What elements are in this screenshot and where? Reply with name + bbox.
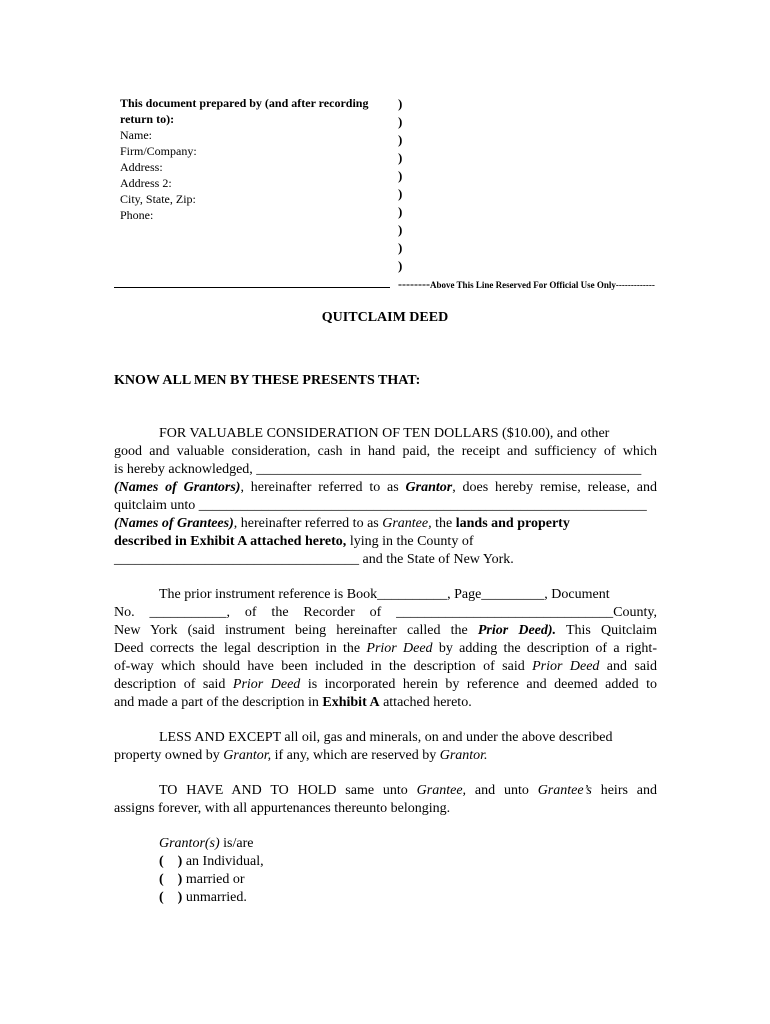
paren: ) [398, 168, 403, 183]
paren: ) [398, 240, 403, 255]
paren: ) [398, 96, 403, 111]
text-run: , hereinafter referred to as [240, 480, 406, 495]
consideration-line: is hereby acknowledged, _______________________________________________________ [114, 462, 642, 477]
checkbox-close-paren: ) [177, 872, 183, 887]
consideration-line [114, 533, 657, 551]
text-run: is/are [219, 836, 254, 851]
grantor-status-label [159, 835, 264, 853]
text-run: , hereinafter referred to as [233, 516, 383, 531]
official-use-text: Above This Line Reserved For Official Use Only [429, 280, 616, 290]
grantee-term: Grantee, [416, 783, 467, 798]
text-run: heirs and [591, 783, 657, 798]
consideration-line: ___________________________________ and the State of New York. [114, 552, 514, 567]
less-and-except-paragraph [114, 729, 657, 765]
prior-line [114, 694, 657, 712]
names-of-grantees: (Names of Grantees) [114, 516, 234, 531]
prior-line: No. ___________, of the Recorder of _______________________________County, [114, 605, 657, 620]
habendum-line: assigns forever, with all appurtenances thereunto belonging. [114, 801, 451, 816]
status-option-unmarried[interactable] [159, 889, 264, 907]
status-option-individual[interactable] [159, 853, 264, 871]
checkbox-open-paren: ( [159, 890, 164, 905]
field-address: Address: [120, 160, 163, 174]
official-dashes-right: ------------- [615, 280, 655, 290]
text-run: and made a part of the description in [114, 695, 323, 710]
grantor-term: Grantor(s) [159, 836, 220, 851]
prior-deed-term: Prior Deed [232, 677, 301, 692]
consideration-line: FOR VALUABLE CONSIDERATION OF TEN DOLLARS ($10.00), and other [159, 426, 610, 441]
prior-deed-term: Prior Deed [366, 641, 433, 656]
text-run: , does hereby remise, release, and [452, 480, 658, 495]
text-run: of-way which should have been included in the description of said [114, 659, 533, 674]
prior-instrument-paragraph [114, 586, 657, 712]
paren: ) [398, 258, 403, 273]
grantee-term: Grantee, [382, 516, 432, 531]
checkbox-close-paren: ) [177, 854, 183, 869]
text-run: and unto [466, 783, 538, 798]
grantor-term: Grantor [405, 480, 453, 495]
text-run: property owned by [114, 748, 224, 763]
exhibit-a-term: Exhibit A [322, 695, 380, 710]
prior-line [114, 640, 657, 658]
text-run: This Quitclaim [556, 623, 657, 638]
field-phone: Phone: [120, 208, 154, 222]
paren: ) [398, 150, 403, 165]
status-option-married[interactable] [159, 871, 264, 889]
text-run: lying in the County of [346, 534, 474, 549]
text-run: attached hereto. [379, 695, 472, 710]
consideration-paragraph [114, 425, 657, 569]
consideration-line: quitclaim unto ________________________________________________________________ [114, 498, 647, 513]
preparer-block [120, 95, 400, 223]
document-title: QUITCLAIM DEED [321, 310, 449, 325]
text-run: and said [599, 659, 657, 674]
grantor-term: Grantor. [439, 748, 488, 763]
consideration-line [114, 515, 657, 533]
text-run: by adding the description of a right- [432, 641, 657, 656]
prepared-by-line2: return to): [120, 112, 175, 126]
paren: ) [398, 222, 403, 237]
less-except-line: LESS AND EXCEPT all oil, gas and minerals, on and under the above described [159, 730, 613, 745]
text-run: if any, which are reserved by [271, 748, 440, 763]
lands-and-property: lands and property [455, 516, 570, 531]
prior-deed-term: Prior Deed [532, 659, 600, 674]
grantor-term: Grantor, [223, 748, 272, 763]
text-run: Deed corrects the legal description in the [114, 641, 367, 656]
prior-line: The prior instrument reference is Book__________, Page_________, Document [159, 587, 610, 602]
official-use-line [398, 277, 655, 292]
status-option-label: unmarried. [185, 890, 247, 905]
official-dashes-left: -------- [398, 277, 430, 291]
know-all-heading: KNOW ALL MEN BY THESE PRESENTS THAT: [114, 373, 421, 388]
text-run: is incorporated herein by reference and deemed added to [300, 677, 657, 692]
prior-line [114, 676, 657, 694]
checkbox-close-paren: ) [177, 890, 183, 905]
text-run: New York (said instrument being hereinafter called the [114, 623, 478, 638]
habendum-line [114, 782, 657, 800]
status-option-label: married or [185, 872, 245, 887]
prior-line [114, 658, 657, 676]
prior-line [114, 622, 657, 640]
habendum-paragraph [114, 782, 657, 818]
checkbox-open-paren: ( [159, 854, 164, 869]
grantor-status-block [159, 835, 264, 907]
consideration-line: good and valuable consideration, cash in hand paid, the receipt and sufficiency of which [114, 444, 657, 459]
prepared-by-line1: This document prepared by (and after recording [120, 96, 369, 110]
names-of-grantors: (Names of Grantors) [114, 480, 241, 495]
field-firm: Firm/Company: [120, 144, 197, 158]
consideration-line [114, 479, 657, 497]
text-run: description of said [114, 677, 233, 692]
field-name: Name: [120, 128, 152, 142]
checkbox-open-paren: ( [159, 872, 164, 887]
paren: ) [398, 186, 403, 201]
prior-deed-term: Prior Deed). [477, 623, 557, 638]
field-address2: Address 2: [120, 176, 172, 190]
text-run: the [431, 516, 456, 531]
paren-column [398, 95, 410, 275]
recording-rule [114, 287, 390, 288]
field-city-state-zip: City, State, Zip: [120, 192, 196, 206]
paren: ) [398, 132, 403, 147]
grantees-term: Grantee’s [537, 783, 592, 798]
paren: ) [398, 114, 403, 129]
exhibit-a-reference: described in Exhibit A attached hereto, [114, 534, 347, 549]
status-option-label: an Individual, [185, 854, 264, 869]
less-except-line [114, 747, 657, 765]
text-run: TO HAVE AND TO HOLD same unto [159, 783, 417, 798]
paren: ) [398, 204, 403, 219]
